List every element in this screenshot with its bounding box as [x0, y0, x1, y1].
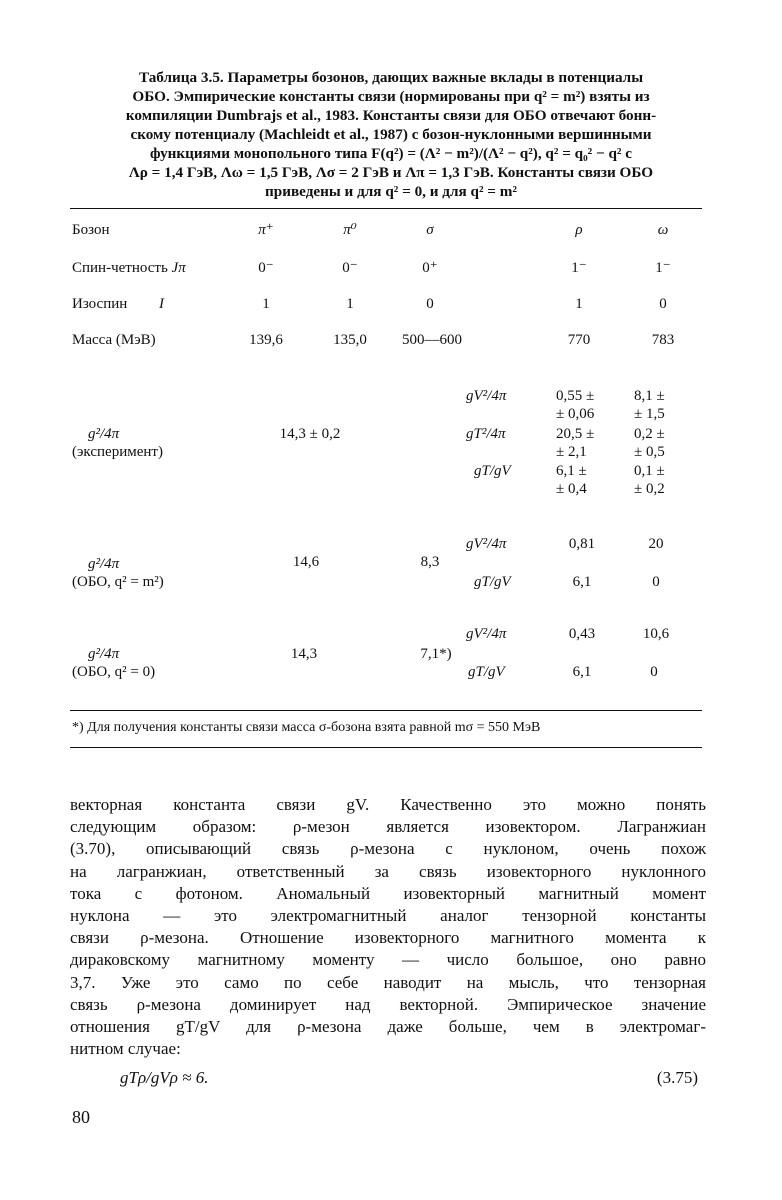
body-paragraph [70, 794, 706, 1060]
experiment-gt2-rho-1: 20,5 ± [556, 426, 595, 442]
spin-parity-omega: 1⁻ [655, 260, 671, 276]
body-line: дираковскому магнитному моменту — число большое, оно равно [70, 950, 706, 970]
experiment-gv2-omega-2: ± 1,5 [634, 406, 665, 422]
obo-0-pi-value: 14,3 [290, 646, 318, 662]
mass-rho: 770 [567, 332, 591, 348]
isospin-omega: 0 [659, 296, 667, 312]
obo-m2-pi-value: 14,6 [292, 554, 320, 570]
obo-m2-label-source: (ОБО, q² = m²) [72, 574, 164, 590]
spin-parity-pi-plus: 0⁻ [258, 260, 274, 276]
experiment-label-source: (эксперимент) [72, 444, 163, 460]
experiment-ratio-omega-2: ± 0,2 [634, 481, 665, 497]
experiment-ratio-omega-1: 0,1 ± [634, 463, 665, 479]
row-label-spin-parity [72, 260, 186, 277]
mass-sigma: 500—600 [402, 332, 462, 348]
table-top-rule [70, 208, 702, 209]
obo-0-gv2-omega: 10,6 [642, 626, 670, 642]
experiment-gv2-omega-1: 8,1 ± [634, 388, 665, 404]
obo-0-sigma-value: 7,1*) [420, 646, 452, 662]
obo-m2-ratio-rho: 6,1 [572, 574, 592, 590]
experiment-ratio-label: gT/gV [474, 463, 511, 479]
body-line: тока с фотоном. Аномальный изовекторный магнитный момент [70, 883, 706, 903]
obo-0-ratio-omega: 0 [650, 664, 658, 680]
table-caption [78, 68, 704, 201]
experiment-gt2-label: gT²/4π [466, 426, 506, 442]
spin-parity-sigma: 0⁺ [422, 260, 438, 276]
isospin-symbol: I [159, 296, 165, 312]
obo-0-gv2-rho: 0,43 [568, 626, 596, 642]
equation: gTρ/gVρ ≈ 6. [120, 1068, 209, 1087]
caption-line: функциями монопольного типа F(q²) = (Λ² − m²)/(Λ² − q²), q² = q₀² − q² с [149, 145, 633, 162]
obo-m2-gv2-label: gV²/4π [466, 536, 507, 552]
table-footnote: *) Для получения константы связи масса σ-бозона взята равной mσ = 550 МэВ [72, 720, 541, 735]
body-line: нитном случае: [70, 1039, 181, 1059]
row-label-isospin [72, 296, 164, 313]
equation-number: (3.75) [656, 1068, 698, 1087]
experiment-ratio-rho-2: ± 0,4 [556, 481, 587, 497]
obo-0-ratio-label: gT/gV [468, 664, 505, 680]
isospin-sigma: 0 [426, 296, 434, 312]
obo-0-gv2-label: gV²/4π [466, 626, 507, 642]
caption-line: Таблица 3.5. Параметры бозонов, дающих важные вклады в потенциалы [138, 69, 644, 86]
mass-pi-plus: 139,6 [249, 332, 283, 348]
page-number: 80 [72, 1107, 90, 1127]
obo-0-label-coupling: g²/4π [88, 646, 120, 662]
table-footnote-rule [70, 710, 702, 711]
table-bottom-rule [70, 747, 702, 748]
caption-line: приведены и для q² = 0, и для q² = m² [265, 183, 517, 200]
obo-m2-gv2-omega: 20 [648, 536, 664, 552]
header-rho: ρ [575, 222, 583, 238]
body-line: векторная константа связи gV. Качественно это можно понять [70, 795, 706, 814]
spin-parity-pi-zero: 0⁻ [342, 260, 358, 276]
body-line: связь ρ-мезона доминирует над векторной. Эмпирическое значение [70, 994, 706, 1014]
spin-parity-text: Спин-четность [72, 260, 168, 276]
mass-pi-zero: 135,0 [333, 332, 367, 348]
obo-m2-ratio-label: gT/gV [474, 574, 511, 590]
caption-line: компиляции Dumbrajs et al., 1983. Константы связи для ОБО отвечают бонн- [125, 107, 657, 124]
obo-m2-ratio-omega: 0 [652, 574, 660, 590]
isospin-pi-plus: 1 [262, 296, 270, 312]
spin-parity-rho: 1⁻ [571, 260, 587, 276]
caption-line: скому потенциалу (Machleidt et al., 1987) с бозон-нуклонными вершинными [130, 126, 652, 143]
experiment-gv2-label: gV²/4π [466, 388, 507, 404]
body-line: 3,7. Уже это само по себе наводит на мысль, что тензорная [70, 972, 706, 992]
header-pi-plus: π⁺ [258, 222, 274, 238]
obo-0-ratio-rho: 6,1 [572, 664, 592, 680]
experiment-gt2-omega-1: 0,2 ± [634, 426, 665, 442]
row-label-mass: Масса (МэВ) [72, 332, 156, 348]
body-line: на лагранжиан, ответственный за связь изовекторного нуклонного [70, 861, 706, 881]
experiment-gv2-rho-1: 0,55 ± [556, 388, 595, 404]
obo-0-label-source: (ОБО, q² = 0) [72, 664, 156, 680]
body-line: следующим образом: ρ-мезон является изовектором. Лагранжиан [70, 817, 706, 837]
header-pi-zero: π⁰ [343, 222, 357, 238]
caption-line: ОБО. Эмпирические константы связи (нормированы при q² = m²) взяты из [132, 88, 650, 105]
experiment-gt2-omega-2: ± 0,5 [634, 444, 665, 460]
body-line: отношения gT/gV для ρ-мезона даже больше, чем в электромаг- [70, 1017, 706, 1037]
obo-m2-sigma-value: 8,3 [420, 554, 440, 570]
caption-line: Λρ = 1,4 ГэВ, Λω = 1,5 ГэВ, Λσ = 2 ГэВ и Λπ = 1,3 ГэВ. Константы связи ОБО [128, 164, 654, 181]
mass-omega: 783 [651, 332, 675, 348]
body-line: (3.70), описывающий связь ρ-мезона с нуклоном, очень похож [70, 839, 706, 859]
header-boson-label: Бозон [72, 222, 110, 238]
body-line: нуклона — это электромагнитный аналог тензорной константы [70, 906, 706, 926]
isospin-pi-zero: 1 [346, 296, 354, 312]
isospin-rho: 1 [575, 296, 583, 312]
spin-parity-symbol: Jπ [171, 260, 186, 276]
experiment-gt2-rho-2: ± 2,1 [556, 444, 587, 460]
isospin-text: Изоспин [72, 296, 128, 312]
obo-m2-gv2-rho: 0,81 [568, 536, 596, 552]
experiment-pi-value: 14,3 ± 0,2 [279, 426, 341, 442]
experiment-gv2-rho-2: ± 0,06 [556, 406, 595, 422]
obo-m2-label-coupling: g²/4π [88, 556, 120, 572]
header-omega: ω [657, 222, 669, 238]
experiment-label-coupling: g²/4π [88, 426, 120, 442]
header-sigma: σ [426, 222, 434, 238]
body-line: связи ρ-мезона. Отношение изовекторного магнитного момента к [70, 928, 706, 948]
experiment-ratio-rho-1: 6,1 ± [556, 463, 587, 479]
